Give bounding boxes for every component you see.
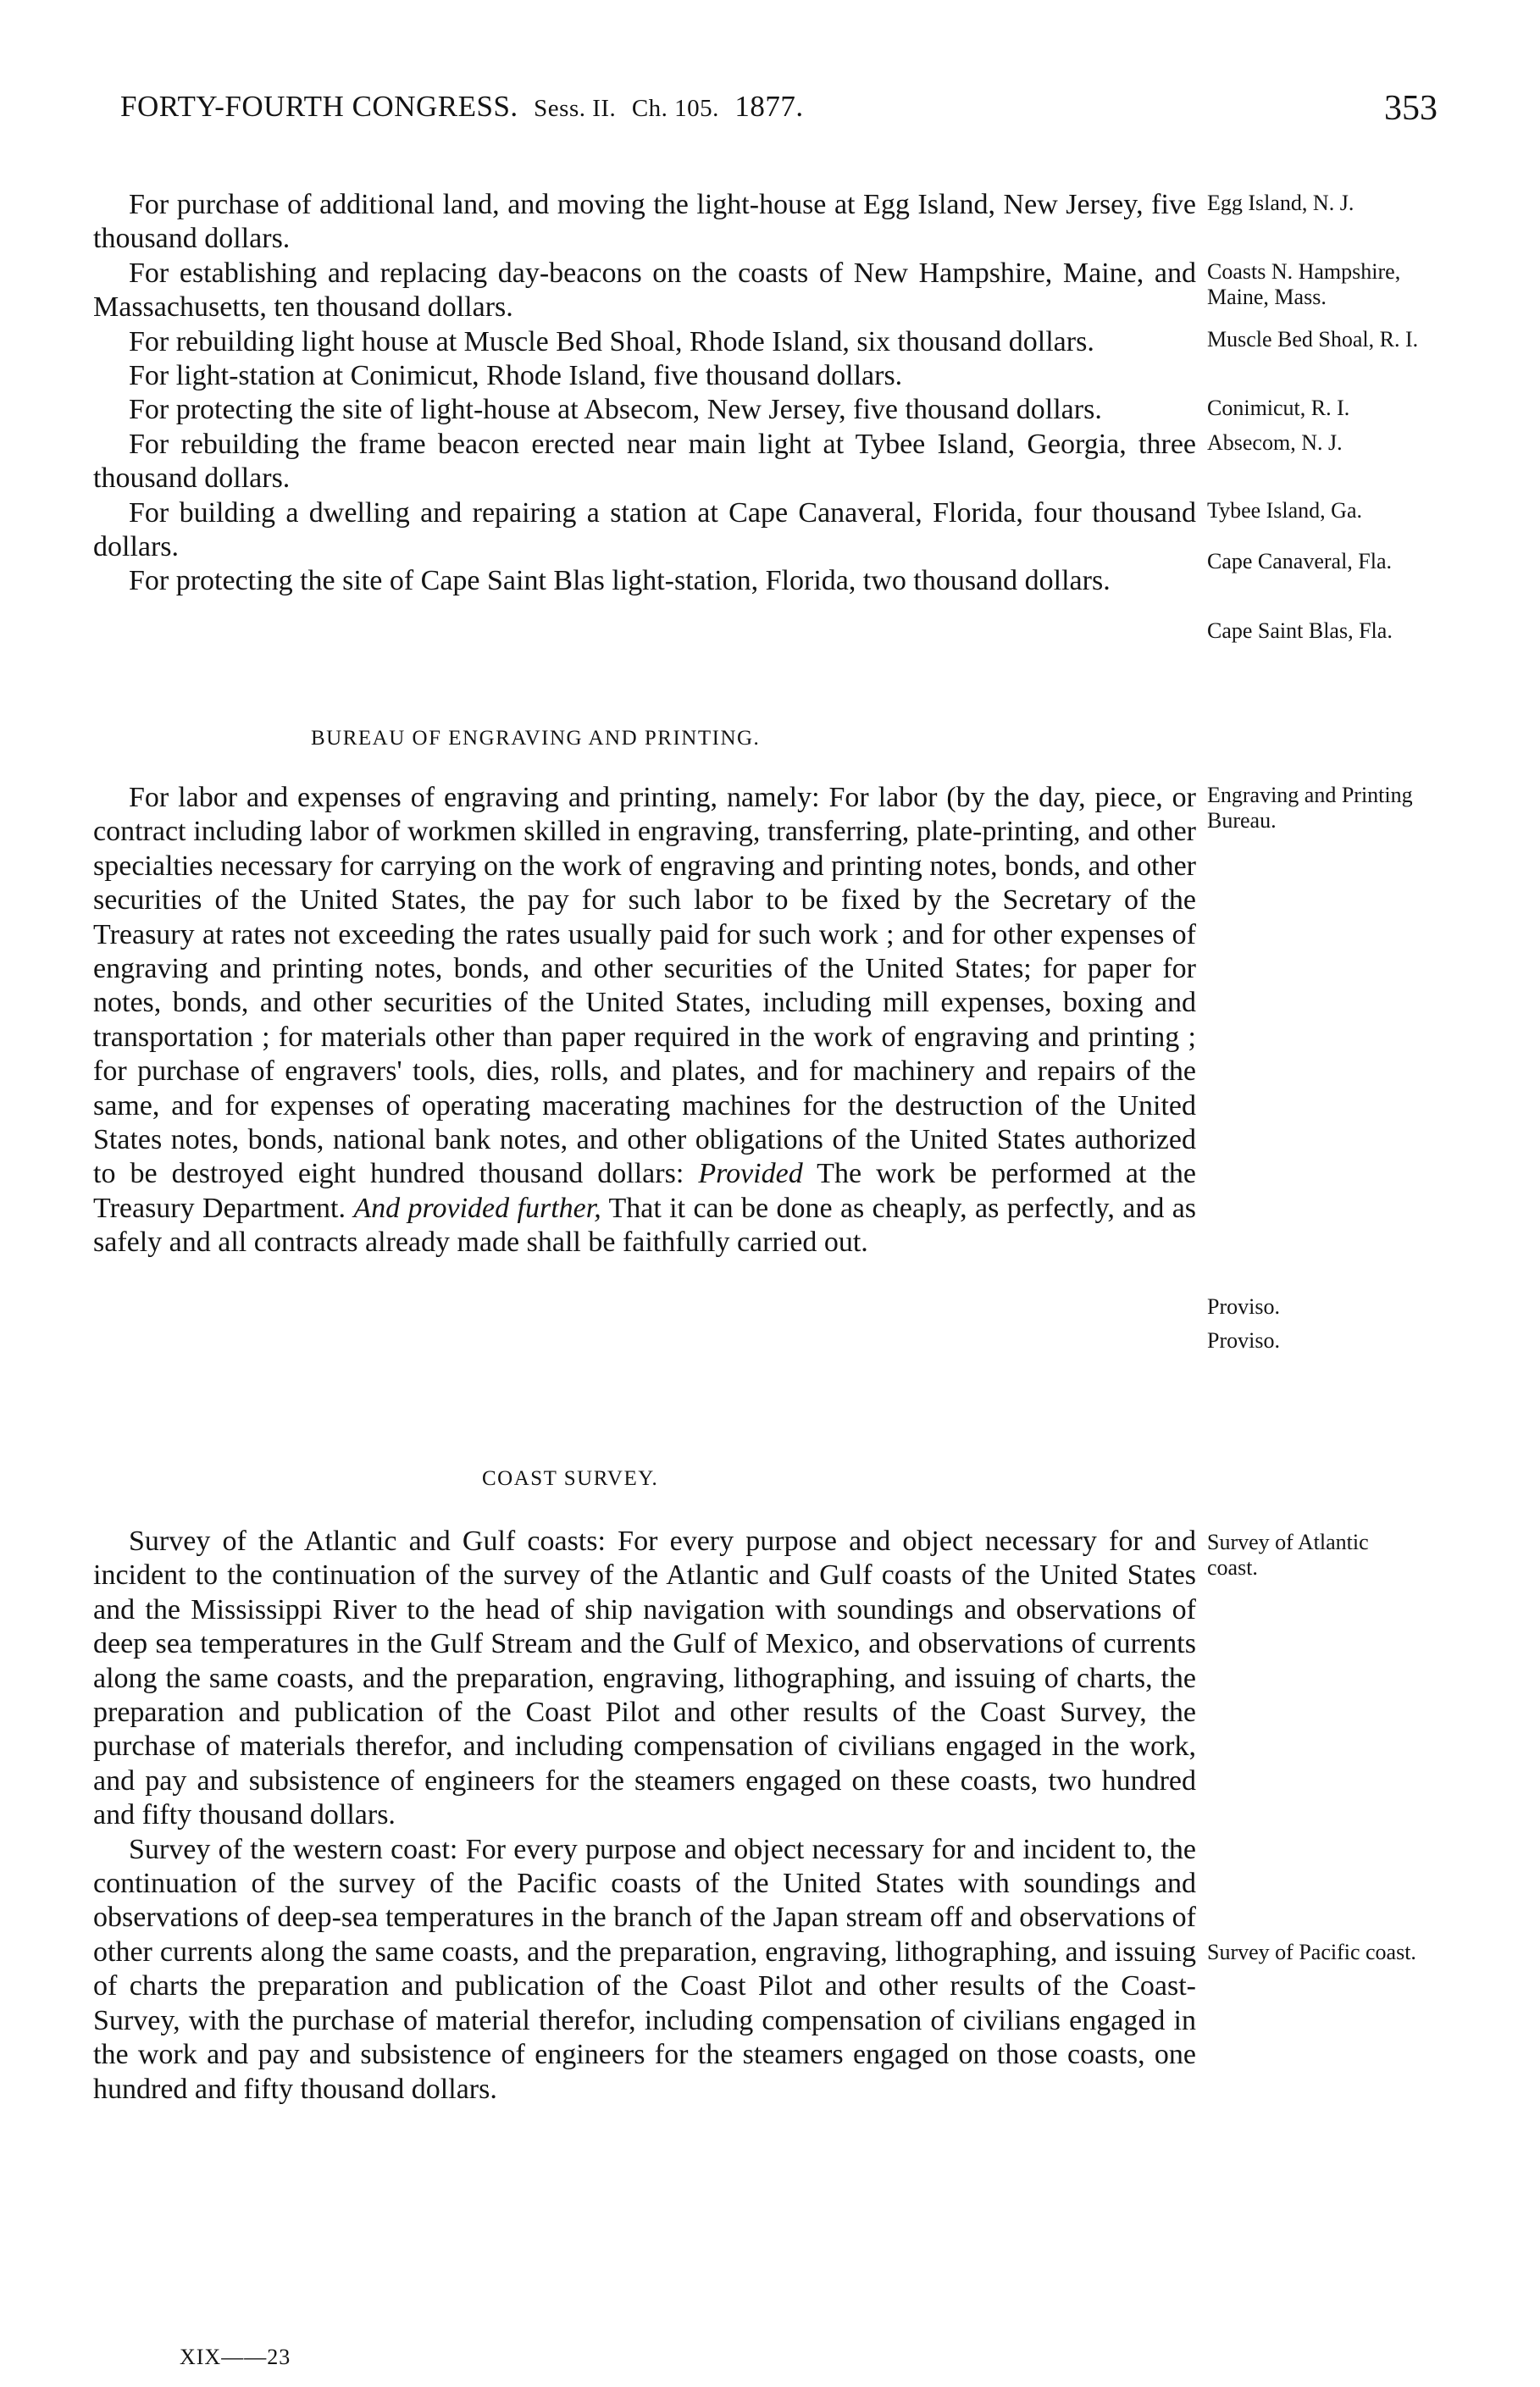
- congress-title: FORTY-FOURTH CONGRESS.: [120, 90, 518, 123]
- running-head: [120, 90, 804, 124]
- page-number: 353: [1384, 89, 1438, 128]
- bureau-heading: BUREAU OF ENGRAVING AND PRINTING.: [311, 727, 761, 750]
- signature-mark: XIX——23: [180, 2345, 291, 2369]
- paragraph-egg-island: For purchase of additional land, and moving the light-house at Egg Island, New Jersey, five thousand dollars.: [93, 189, 1196, 255]
- paragraph-cape-saint-blas: For protecting the site of Cape Saint Blas light-station, Florida, two thousand dollars.: [129, 565, 1111, 597]
- engraving-main-text: For labor and expenses of engraving and printing, namely: For labor (by the day, piece, or contract including labor of workmen skilled in engraving, transferring, plate-printing, and other specialties necessary for carrying on the work of engraving and printing notes, bonds, and other securities of the United States, the pay for such labor to be fixed by the Secretary of the Treasury at rates not exceeding the rates usually paid for such work ; and for other expenses of engraving and printing notes, bonds, and other securities of the United States; for paper for notes, bonds, and other securities of the United States, including mill expenses, boxing and transportation ; for materials other than paper required in the work of engraving and printing ; for purchase of engravers' tools, dies, rolls, and plates, and for machinery and repairs of the same, and for expenses of operating macerating machines for the destruction of the United States notes, bonds, national bank notes, and other obligations of the United States authorized to be destroyed eight hundred thousand dollars:: [93, 782, 1196, 1190]
- lighthouse-items: [93, 188, 1196, 599]
- paragraph-day-beacons: For establishing and replacing day-beacons on the coasts of New Hampshire, Maine, and Massachusetts, ten thousand dollars.: [93, 257, 1196, 324]
- session-label: Sess. II.: [534, 95, 617, 122]
- coast-survey-heading: COAST SURVEY.: [482, 1467, 659, 1490]
- paragraph-tybee-island: For rebuilding the frame beacon erected near main light at Tybee Island, Georgia, three thousand dollars.: [93, 428, 1196, 495]
- margin-note-new-england-coasts: Coasts N. Hampshire, Maine, Mass.: [1207, 259, 1401, 309]
- paragraph-atlantic-survey: Survey of the Atlantic and Gulf coasts: For every purpose and object necessary for and incident to the continuation of the survey of the Atlantic and Gulf coasts of the United States and the Mississippi River to the head of ship navigation with soundings and observations of deep sea temperatures in the Gulf Stream and the Gulf of Mexico, and observations of currents along the same coasts, and the preparation, engraving, lithographing, and issuing of charts, the preparation and publication of the Coast Pilot and other results of the Coast Survey, the purchase of materials therefor, and including compensation of civilians engaged in the work, and pay and subsistence of engineers for the steamers engaged on these coasts, two hundred and fifty thousand dollars.: [93, 1526, 1196, 1831]
- paragraph-pacific-survey: Survey of the western coast: For every purpose and object necessary for and incident to, the continuation of the survey of the Pacific coasts of the United States with soundings and observations of deep-sea temperatures in the branch of the Japan stream off and observations of other currents along the same coasts, and the preparation, engraving, lithographing, and issuing of charts the preparation and publication of the Coast Pilot and other results of the Coast-Survey, with the purchase of material therefor, including compensation of civilians engaged in the work and pay and subsistence of engineers for the steamers engaged on those coasts, one hundred and fifty thousand dollars.: [93, 1833, 1196, 2105]
- page-header: [120, 90, 1438, 134]
- proviso-text: The work be performed at the Treasury Department.: [93, 1158, 1196, 1224]
- margin-note-pacific-survey: Survey of Pacific coast.: [1207, 1940, 1416, 1964]
- paragraph-conimicut: For light-station at Conimicut, Rhode Island, five thousand dollars.: [129, 360, 903, 392]
- margin-note-muscle-bed-shoal: Muscle Bed Shoal, R. I.: [1207, 327, 1419, 352]
- margin-note-absecom: Absecom, N. J.: [1207, 430, 1343, 455]
- chapter-label: Ch. 105.: [631, 95, 719, 122]
- paragraph-muscle-bed-shoal: For rebuilding light house at Muscle Bed Shoal, Rhode Island, six thousand dollars.: [129, 325, 1094, 357]
- margin-note-proviso: Proviso.: [1207, 1294, 1280, 1319]
- bureau-items: [93, 781, 1196, 1260]
- margin-note-egg-island: Egg Island, N. J.: [1207, 191, 1354, 215]
- margin-note-proviso-further: Proviso.: [1207, 1328, 1280, 1353]
- coast-survey-items: [93, 1525, 1196, 2107]
- paragraph-engraving-printing: [93, 781, 1196, 1260]
- margin-note-cape-saint-blas: Cape Saint Blas, Fla.: [1207, 618, 1393, 643]
- margin-note-tybee-island: Tybee Island, Ga.: [1207, 498, 1363, 523]
- margin-note-atlantic-survey: Survey of Atlantic coast.: [1207, 1530, 1369, 1580]
- paragraph-absecom: For protecting the site of light-house at Absecom, New Jersey, five thousand dollars.: [129, 394, 1102, 426]
- year-label: 1877.: [734, 90, 804, 123]
- margin-note-cape-canaveral: Cape Canaveral, Fla.: [1207, 549, 1393, 573]
- margin-note-engraving-bureau: Engraving and Printing Bureau.: [1207, 783, 1413, 833]
- margin-note-conimicut: Conimicut, R. I.: [1207, 396, 1350, 420]
- proviso-label: Provided: [698, 1158, 803, 1190]
- proviso-further-text: That it can be done as cheaply, as perfectly, and as safely and all contracts already made shall be faithfully carried out.: [93, 1192, 1197, 1259]
- paragraph-cape-canaveral: For building a dwelling and repairing a station at Cape Canaveral, Florida, four thousand dollars.: [93, 496, 1196, 563]
- proviso-further-label: And provided further,: [353, 1192, 601, 1224]
